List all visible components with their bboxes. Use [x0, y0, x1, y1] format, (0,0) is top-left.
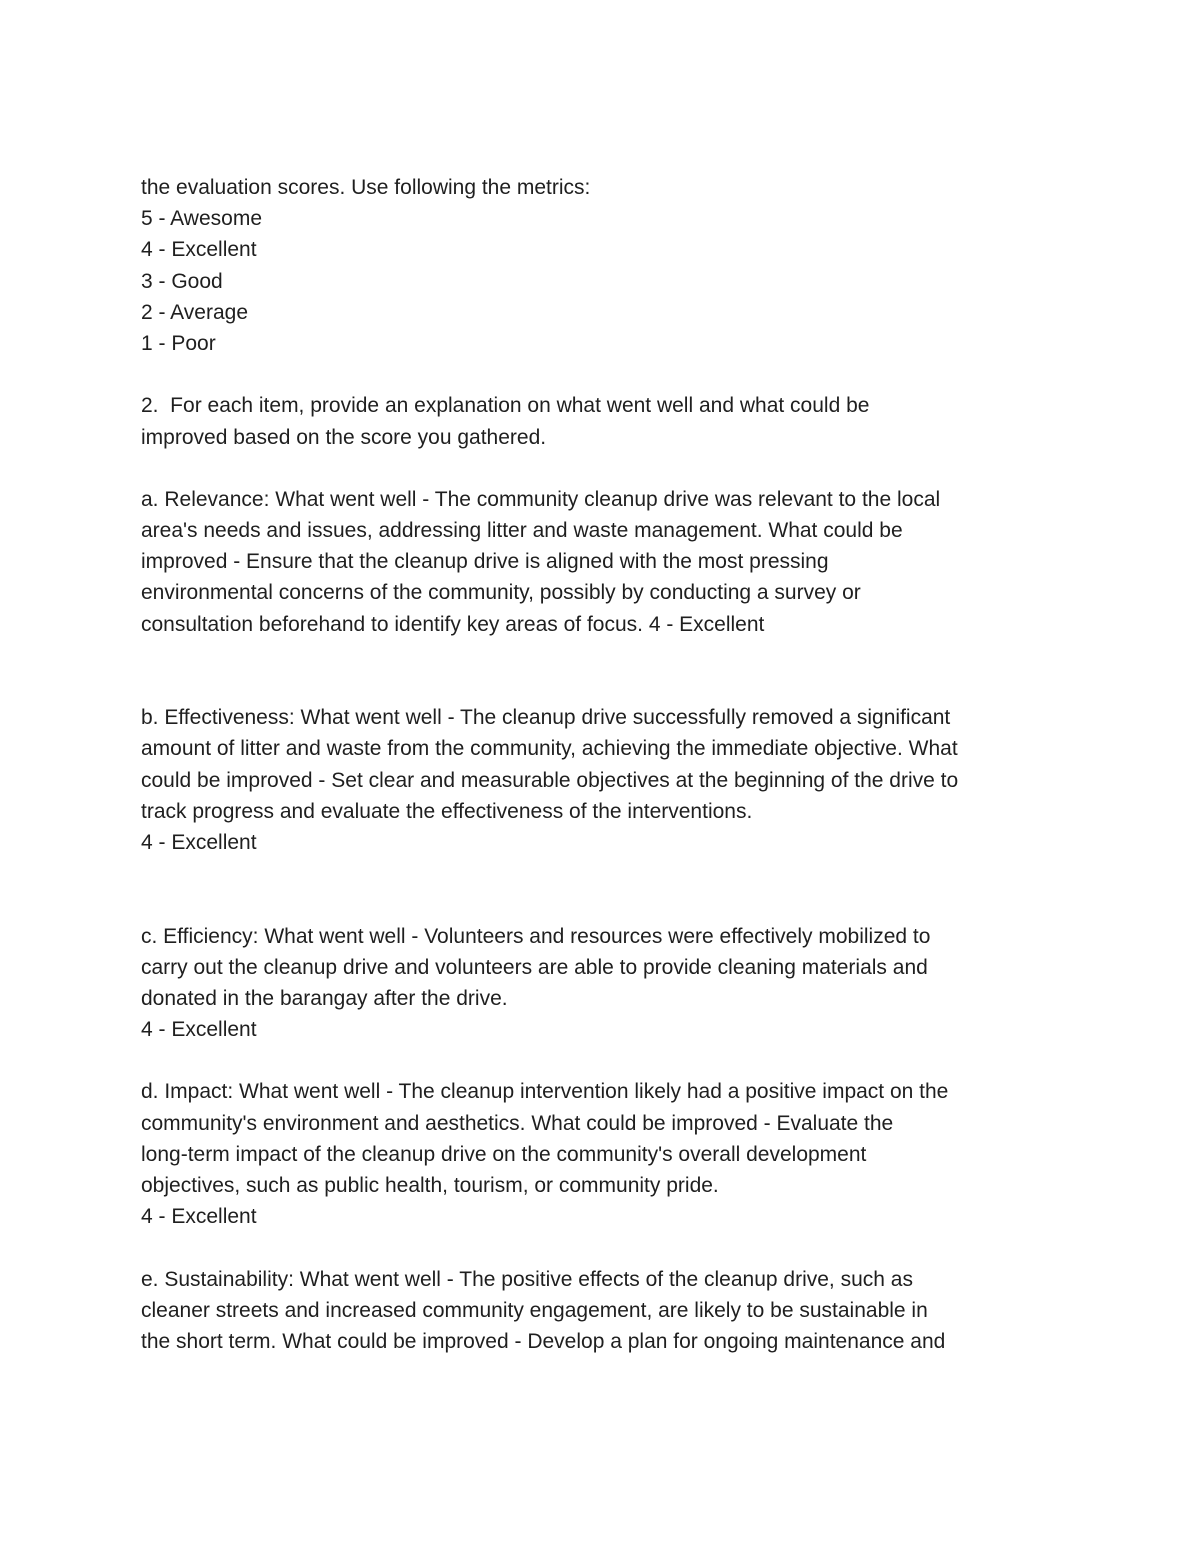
metric-1-poor: 1 - Poor [141, 331, 216, 355]
metric-5-awesome: 5 - Awesome [141, 207, 263, 231]
sustainability-line-2: cleaner streets and increased community engagement, are likely to be sustainable in [141, 1298, 928, 1322]
efficiency-line-1: c. Efficiency: What went well - Volunteers and resources were effectively mobilized to [141, 924, 931, 948]
effectiveness-line-4: track progress and evaluate the effectiveness of the interventions. [141, 799, 753, 823]
instruction-2-line-1: 2. For each item, provide an explanation on what went well and what could be [141, 394, 870, 418]
metric-3-good: 3 - Good [141, 269, 223, 293]
blank-line [141, 889, 1081, 920]
relevance-line-5: consultation beforehand to identify key areas of focus. 4 - Excellent [141, 612, 765, 636]
relevance-line-4: environmental concerns of the community, possibly by conducting a survey or [141, 581, 861, 605]
document-page [141, 172, 1081, 1357]
effectiveness-score: 4 - Excellent [141, 830, 257, 854]
blank-line [141, 671, 1081, 702]
effectiveness-line-2: amount of litter and waste from the community, achieving the immediate objective. What [141, 737, 958, 761]
effectiveness-line-3: could be improved - Set clear and measurable objectives at the beginning of the drive to [141, 768, 959, 792]
efficiency-line-2: carry out the cleanup drive and volunteers are able to provide cleaning materials and [141, 955, 928, 979]
metrics-intro-line: the evaluation scores. Use following the metrics: [141, 176, 591, 199]
effectiveness-line-1: b. Effectiveness: What went well - The cleanup drive successfully removed a significant [141, 706, 951, 730]
impact-score: 4 - Excellent [141, 1205, 257, 1229]
relevance-line-1: a. Relevance: What went well - The community cleanup drive was relevant to the local [141, 487, 941, 511]
relevance-line-2: area's needs and issues, addressing litter and waste management. What could be [141, 519, 903, 543]
blank-line [141, 1045, 1081, 1076]
blank-line [141, 359, 1081, 390]
metric-4-excellent: 4 - Excellent [141, 238, 257, 262]
impact-line-1: d. Impact: What went well - The cleanup intervention likely had a positive impact on the [141, 1080, 949, 1104]
blank-line [141, 453, 1081, 484]
blank-line [141, 640, 1081, 671]
efficiency-line-3: donated in the barangay after the drive. [141, 986, 508, 1010]
sustainability-line-1: e. Sustainability: What went well - The positive effects of the cleanup drive, such as [141, 1267, 913, 1291]
sustainability-line-3: the short term. What could be improved - Develop a plan for ongoing maintenance and [141, 1329, 946, 1353]
blank-line [141, 858, 1081, 889]
impact-line-2: community's environment and aesthetics. What could be improved - Evaluate the [141, 1111, 894, 1135]
efficiency-score: 4 - Excellent [141, 1018, 257, 1042]
instruction-2-line-2: improved based on the score you gathered. [141, 425, 547, 449]
impact-line-3: long-term impact of the cleanup drive on the community's overall development [141, 1142, 867, 1166]
impact-line-4: objectives, such as public health, tourism, or community pride. [141, 1174, 719, 1197]
metric-2-average: 2 - Average [141, 300, 249, 324]
blank-line [141, 1232, 1081, 1263]
relevance-line-3: improved - Ensure that the cleanup drive is aligned with the most pressing [141, 550, 829, 574]
